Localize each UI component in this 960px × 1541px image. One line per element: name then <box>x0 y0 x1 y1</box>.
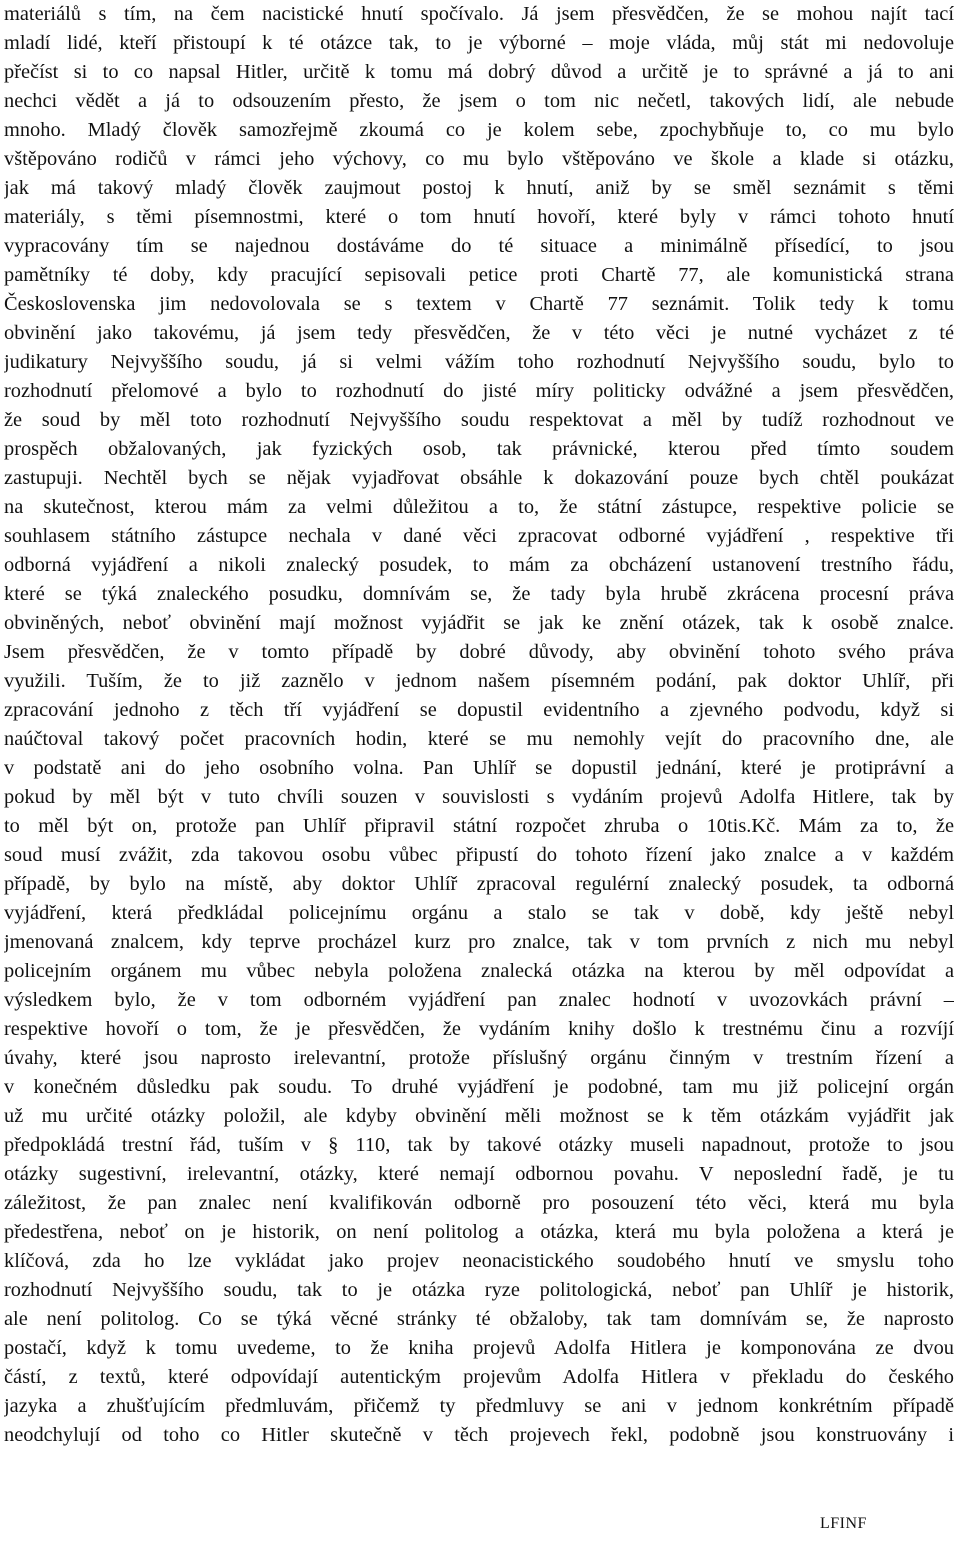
text-line: jmenovaná znalcem, kdy teprve procházel kurz pro znalce, tak v tom prvních z nich mu nebyl <box>4 931 954 953</box>
text-line: předestřena, neboť on je historik, on není politolog a otázka, která mu byla položena a která je <box>4 1221 954 1243</box>
text-line: záležitost, že pan znalec není kvalifikován odborně pro posouzení této věci, která mu byla <box>4 1192 954 1214</box>
text-line: otázky sugestivní, irelevantní, otázky, které nemají odbornou povahu. V neposlední řadě, je tu <box>4 1163 954 1185</box>
text-line: v podstatě ani do jeho osobního volna. Pan Uhlíř se dopustil jednání, které je protiprávní a <box>4 757 954 779</box>
text-line: odborná vyjádření a nikoli znalecký posudek, to mám za obcházení ustanovení trestního řádu, <box>4 554 954 576</box>
text-line: které se týká znaleckého posudku, domnívám se, že tady byla hrubě zkrácena procesní práva <box>4 583 954 605</box>
text-line: obviněných, neboť obvinění mají možnost vyjádřit se jak ke znění otázek, tak k osobě znalce. <box>4 612 954 634</box>
text-line: vyjádření, která předkládal policejnímu orgánu a stalo se tak v době, kdy ještě nebyl <box>4 902 954 924</box>
text-line: předpokládá trestní řád, tuším v § 110, tak by takové otázky museli napadnout, protože to jsou <box>4 1134 954 1156</box>
text-line: materiálů s tím, na čem nacistické hnutí spočívalo. Já jsem přesvědčen, že se mohou najít tací <box>4 3 954 25</box>
text-line: materiály, s těmi písemnostmi, které o tom hnutí hovoří, které byly v rámci tohoto hnutí <box>4 206 954 228</box>
text-line: mladí lidé, kteří přistoupí k té otázce tak, to je výborné – moje vláda, můj stát mi nedovoluje <box>4 32 954 54</box>
text-line: ale není politolog. Co se týká věcné stránky té obžaloby, tak tam domnívám se, že naprosto <box>4 1308 954 1330</box>
text-line: souhlasem státního zástupce nechala v dané věci zpracovat odborné vyjádření , respektive tři <box>4 525 954 547</box>
text-line: vštěpováno rodičů v rámci jeho výchovy, co mu bylo vštěpováno ve škole a klade si otázku, <box>4 148 954 170</box>
text-line: to měl být on, protože pan Uhlíř připravil státní rozpočet zhruba o 10tis.Kč. Mám za to, že <box>4 815 954 837</box>
text-line: klíčová, zda ho lze vykládat jako projev neonacistického soudobého hnutí ve smyslu toho <box>4 1250 954 1272</box>
text-line: už mu určité otázky položil, ale kdyby obvinění měli možnost se k těm otázkám vyjádřit jak <box>4 1105 954 1127</box>
text-line: jazyka a zhušťujícím předmluvám, přičemž ty předmluvy se ani v jednom konkrétním případě <box>4 1395 954 1417</box>
text-line: mnoho. Mladý člověk samozřejmě zkoumá co je kolem sebe, zpochybňuje to, co mu bylo <box>4 119 954 141</box>
text-line: pamětníky té doby, kdy pracující sepisovali petice proti Chartě 77, ale komunistická strana <box>4 264 954 286</box>
document-body <box>4 0 954 1450</box>
text-line: soud musí zvážit, zda takovou osobu vůbec připustí do tohoto řízení jako znalce a v každém <box>4 844 954 866</box>
text-line: nechci vědět a já to odsouzením přesto, že jsem o tom nic nečetl, takových lidí, ale nebude <box>4 90 954 112</box>
text-line: rozhodnutí Nejvyššího soudu, tak to je otázka ryze politologická, neboť pan Uhlíř je historik, <box>4 1279 954 1301</box>
text-line: případě, by bylo na místě, aby doktor Uhlíř zpracoval regulérní znalecký posudek, ta odborná <box>4 873 954 895</box>
page-footer: LFINF <box>820 1515 867 1532</box>
text-line: využili. Tuším, že to již zaznělo v jednom našem písemném podání, pak doktor Uhlíř, při <box>4 670 954 692</box>
text-line: zpracování jednoho z těch tří vyjádření se dopustil evidentního a zjevného podvodu, když si <box>4 699 954 721</box>
text-line: vypracovány tím se najednou dostáváme do té situace a minimálně přísedící, to jsou <box>4 235 954 257</box>
text-line: výsledkem bylo, že v tom odborném vyjádření pan znalec hodnotí v uvozovkách právní – <box>4 989 954 1011</box>
text-line: jak má takový mladý člověk zaujmout postoj k hnutí, aniž by se směl seznámit s těmi <box>4 177 954 199</box>
text-line: rozhodnutí přelomové a bylo to rozhodnutí do jisté míry politicky odvážné a jsem přesvědčen, <box>4 380 954 402</box>
text-line: přečíst si to co napsal Hitler, určitě k tomu má dobrý důvod a určitě je to správné a já to ani <box>4 61 954 83</box>
text-line: Jsem přesvědčen, že v tomto případě by dobré důvody, aby obvinění tohoto svého práva <box>4 641 954 663</box>
text-line: postačí, když k tomu uvedeme, to že kniha projevů Adolfa Hitlera je komponována ze dvou <box>4 1337 954 1359</box>
text-line: policejním orgánem mu vůbec nebyla položena znalecká otázka na kterou by měl odpovídat a <box>4 960 954 982</box>
text-line: naúčtoval takový počet pracovních hodin, které se mu nemohly vejít do pracovního dne, ale <box>4 728 954 750</box>
text-line: v konečném důsledku pak soudu. To druhé vyjádření je podobné, tam mu již policejní orgán <box>4 1076 954 1098</box>
text-line: pokud by měl být v tuto chvíli souzen v souvislosti s vydáním projevů Adolfa Hitlere, tak by <box>4 786 954 808</box>
text-line: judikatury Nejvyššího soudu, já si velmi vážím toho rozhodnutí Nejvyššího soudu, bylo to <box>4 351 954 373</box>
text-line: zastupuji. Nechtěl bych se nějak vyjadřovat obsáhle k dokazování pouze bych chtěl poukázat <box>4 467 954 489</box>
text-line: že soud by měl toto rozhodnutí Nejvyššího soudu respektovat a měl by tudíž rozhodnout ve <box>4 409 954 431</box>
text-line: neodchylují od toho co Hitler skutečně v těch projevech řekl, podobně jsou konstruovány i <box>4 1424 954 1446</box>
text-line: částí, z textů, které odpovídají autentickým projevům Adolfa Hitlera v překladu do českého <box>4 1366 954 1388</box>
text-line: obvinění jako takovému, já jsem tedy přesvědčen, že v této věci je nutné vycházet z té <box>4 322 954 344</box>
text-line: úvahy, které jsou naprosto irelevantní, protože příslušný orgánu činným v trestním řízení a <box>4 1047 954 1069</box>
text-line: na skutečnost, kterou mám za velmi důležitou a to, že státní zástupce, respektive policie se <box>4 496 954 518</box>
text-line: prospěch obžalovaných, jak fyzických osob, tak právnické, kterou před tímto soudem <box>4 438 954 460</box>
text-line: Československa jim nedovolovala se s textem v Chartě 77 seznámit. Tolik tedy k tomu <box>4 293 954 315</box>
text-line: respektive hovoří o tom, že je přesvědčen, že vydáním knihy došlo k trestnému činu a rozvíjí <box>4 1018 954 1040</box>
